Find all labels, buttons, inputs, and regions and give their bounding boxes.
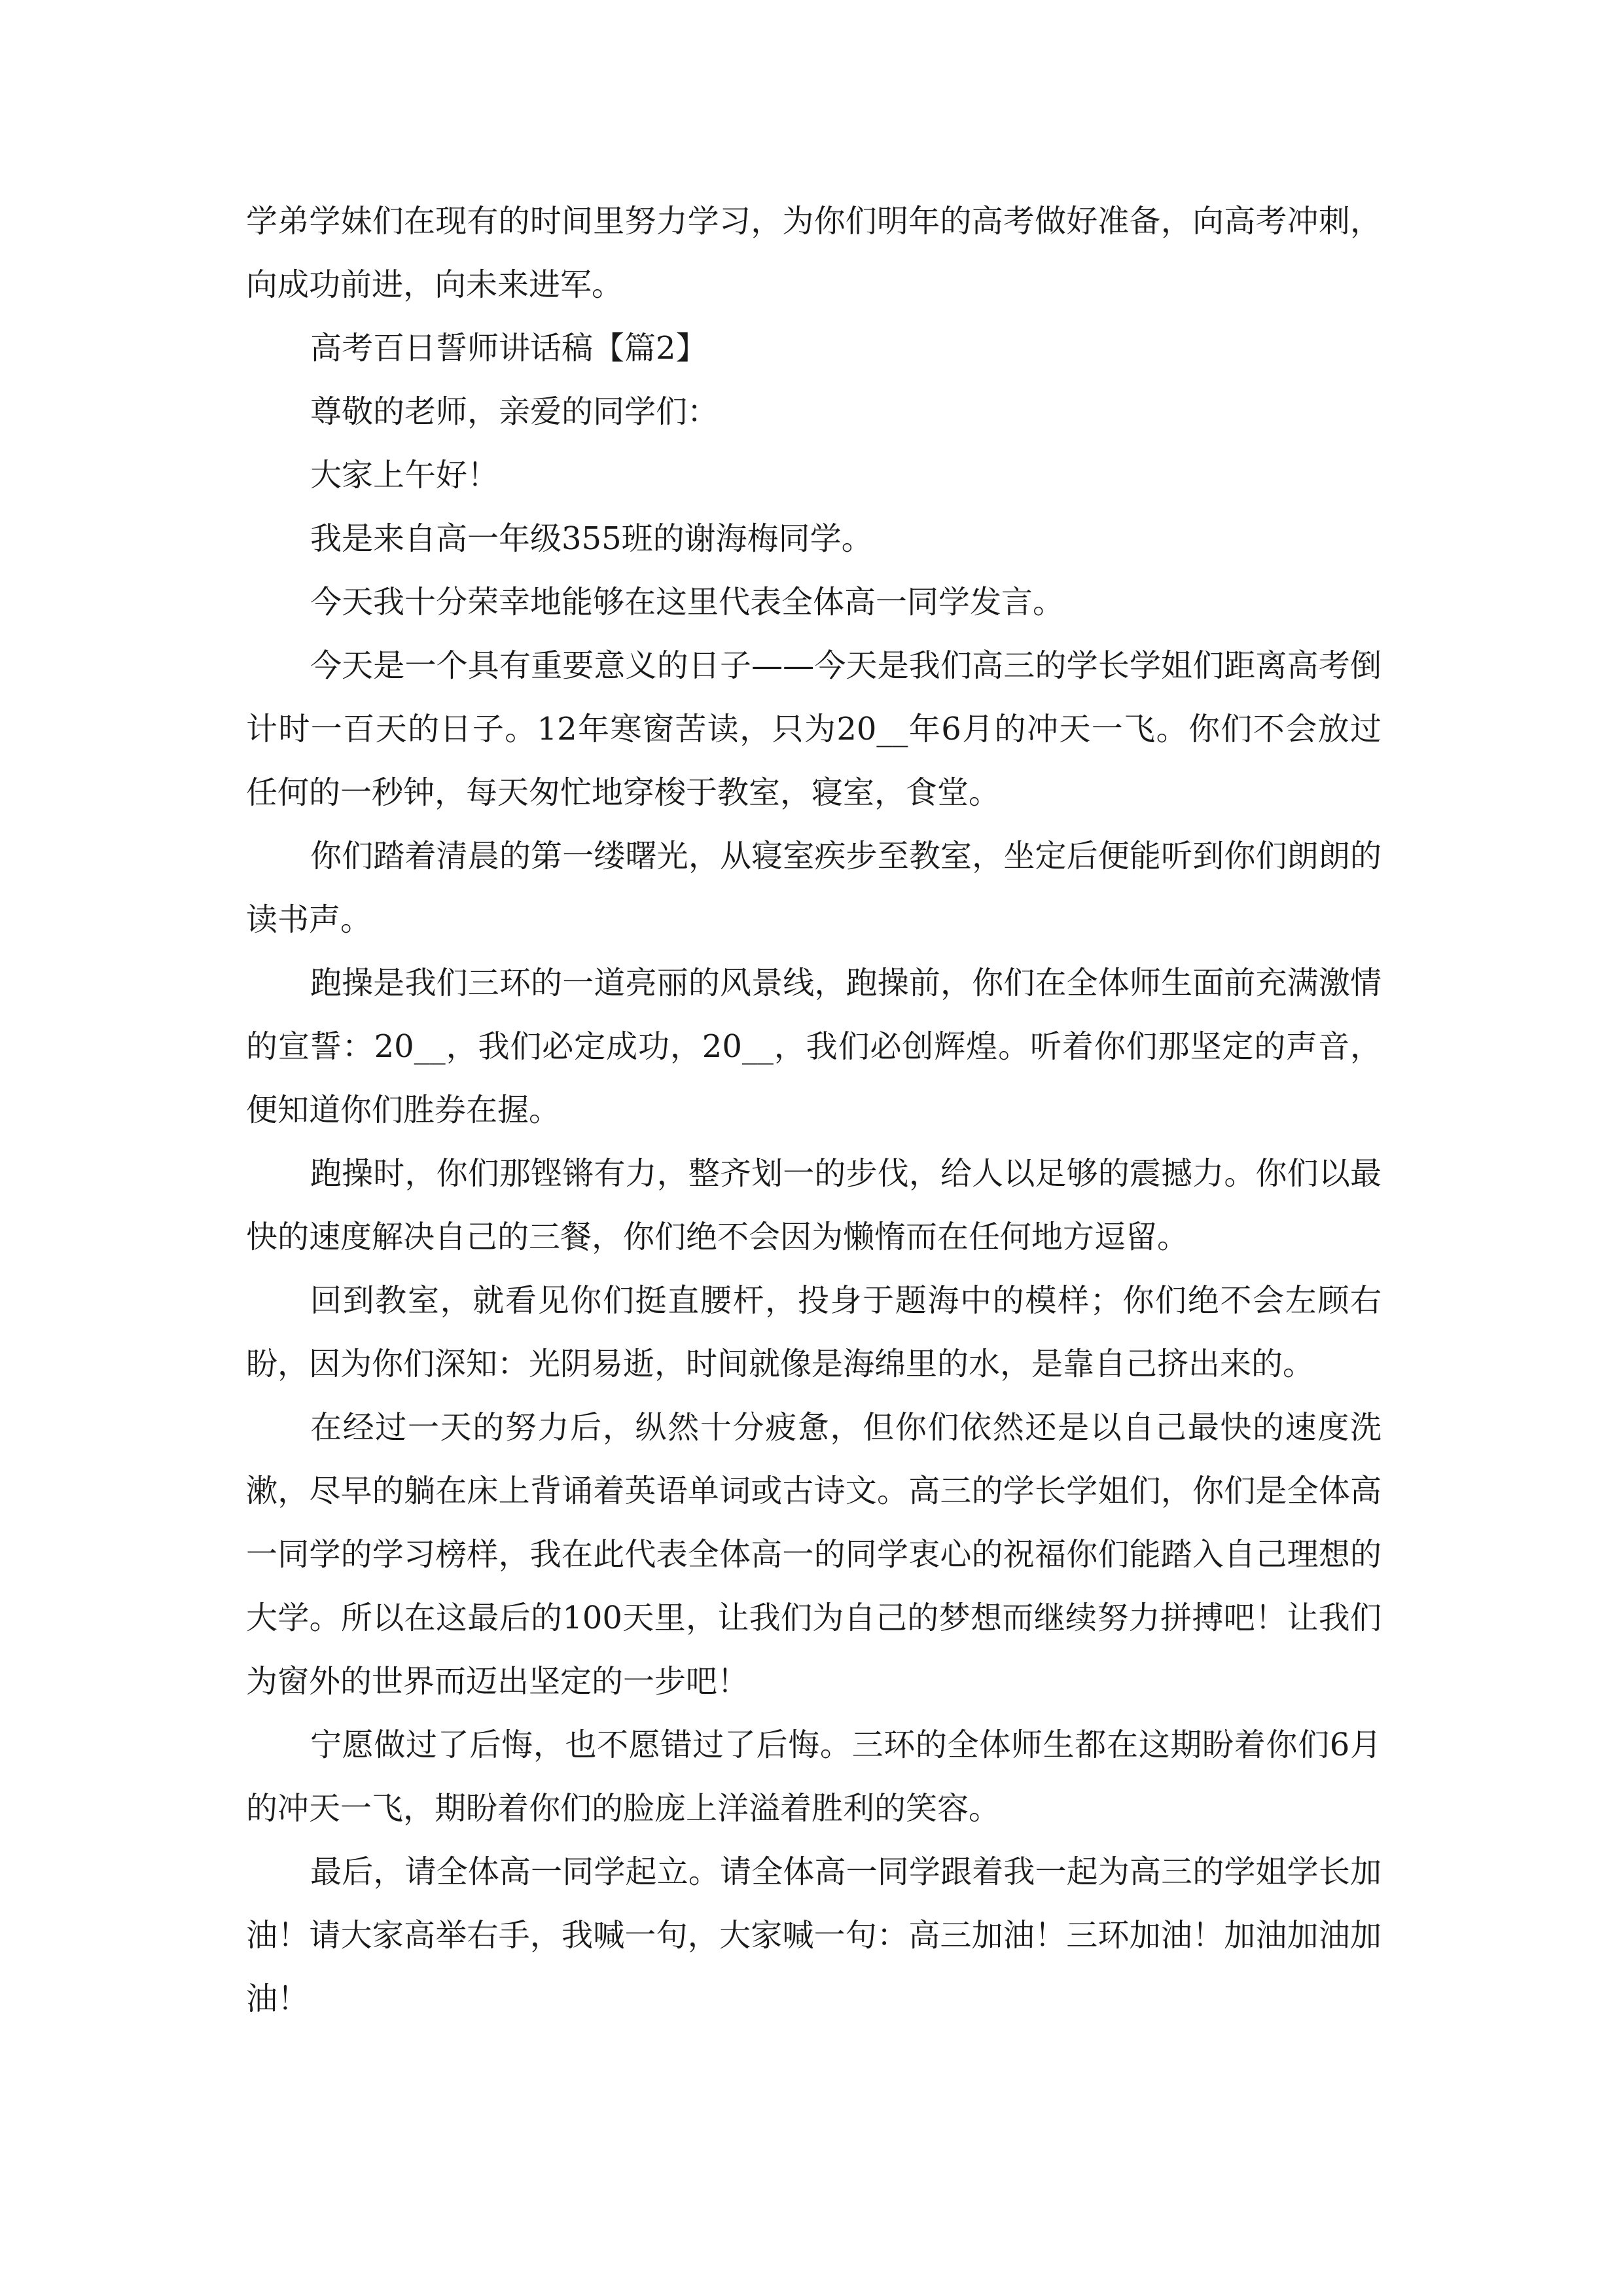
greeting: 大家上午好！ bbox=[310, 457, 499, 493]
paragraph: 今天是一个具有重要意义的日子——今天是我们高三的学长学姐们距离高考倒计时一百天的日子。12年寒窗苦读，只为20__年6月的冲天一飞。你们不会放过任何的一秒钟，每天匆忙地穿梭于教室，寝室，食堂。 bbox=[246, 647, 1382, 811]
paragraph: 在经过一天的努力后，纵然十分疲惫，但你们依然还是以自己最快的速度洗漱，尽早的躺在床上背诵着英语单词或古诗文。高三的学长学姐们，你们是全体高一同学的学习榜样，我在此代表全体高一的同学衷心的祝福你们能踏入自己理想的大学。所以在这最后的100天里，让我们为自己的梦想而继续努力拼搏吧！让我们为窗外的世界而迈出坚定的一步吧！ bbox=[246, 1409, 1382, 1700]
paragraph: 我是来自高一年级355班的谢海梅同学。 bbox=[310, 520, 873, 557]
paragraph: 最后，请全体高一同学起立。请全体高一同学跟着我一起为高三的学姐学长加油！请大家高举右手，我喊一句，大家喊一句：高三加油！三环加油！加油加油加油！ bbox=[246, 1854, 1382, 2017]
paragraph: 今天我十分荣幸地能够在这里代表全体高一同学发言。 bbox=[310, 584, 1065, 620]
paragraph: 回到教室，就看见你们挺直腰杆，投身于题海中的模样；你们绝不会左顾右盼，因为你们深知：光阴易逝，时间就像是海绵里的水，是靠自己挤出来的。 bbox=[246, 1282, 1382, 1382]
paragraph: 跑操时，你们那铿锵有力，整齐划一的步伐，给人以足够的震撼力。你们以最快的速度解决自己的三餐，你们绝不会因为懒惰而在任何地方逗留。 bbox=[246, 1155, 1382, 1255]
document-body bbox=[246, 190, 1382, 2031]
paragraph: 宁愿做过了后悔，也不愿错过了后悔。三环的全体师生都在这期盼着你们6月的冲天一飞，期盼着你们的脸庞上洋溢着胜利的笑容。 bbox=[246, 1727, 1382, 1827]
paragraph: 你们踏着清晨的第一缕曙光，从寝室疾步至教室，坐定后便能听到你们朗朗的读书声。 bbox=[246, 838, 1382, 938]
salutation: 尊敬的老师，亲爱的同学们： bbox=[310, 393, 719, 430]
paragraph: 跑操是我们三环的一道亮丽的风景线，跑操前，你们在全体师生面前充满激情的宣誓：20__，我们必定成功，20__，我们必创辉煌。听着你们那坚定的声音，便知道你们胜券在握。 bbox=[246, 965, 1382, 1128]
paragraph-continuation: 学弟学妹们在现有的时间里努力学习，为你们明年的高考做好准备，向高考冲刺，向成功前进，向未来进军。 bbox=[246, 203, 1382, 303]
section-heading: 高考百日誓师讲话稿【篇2】 bbox=[310, 330, 707, 367]
